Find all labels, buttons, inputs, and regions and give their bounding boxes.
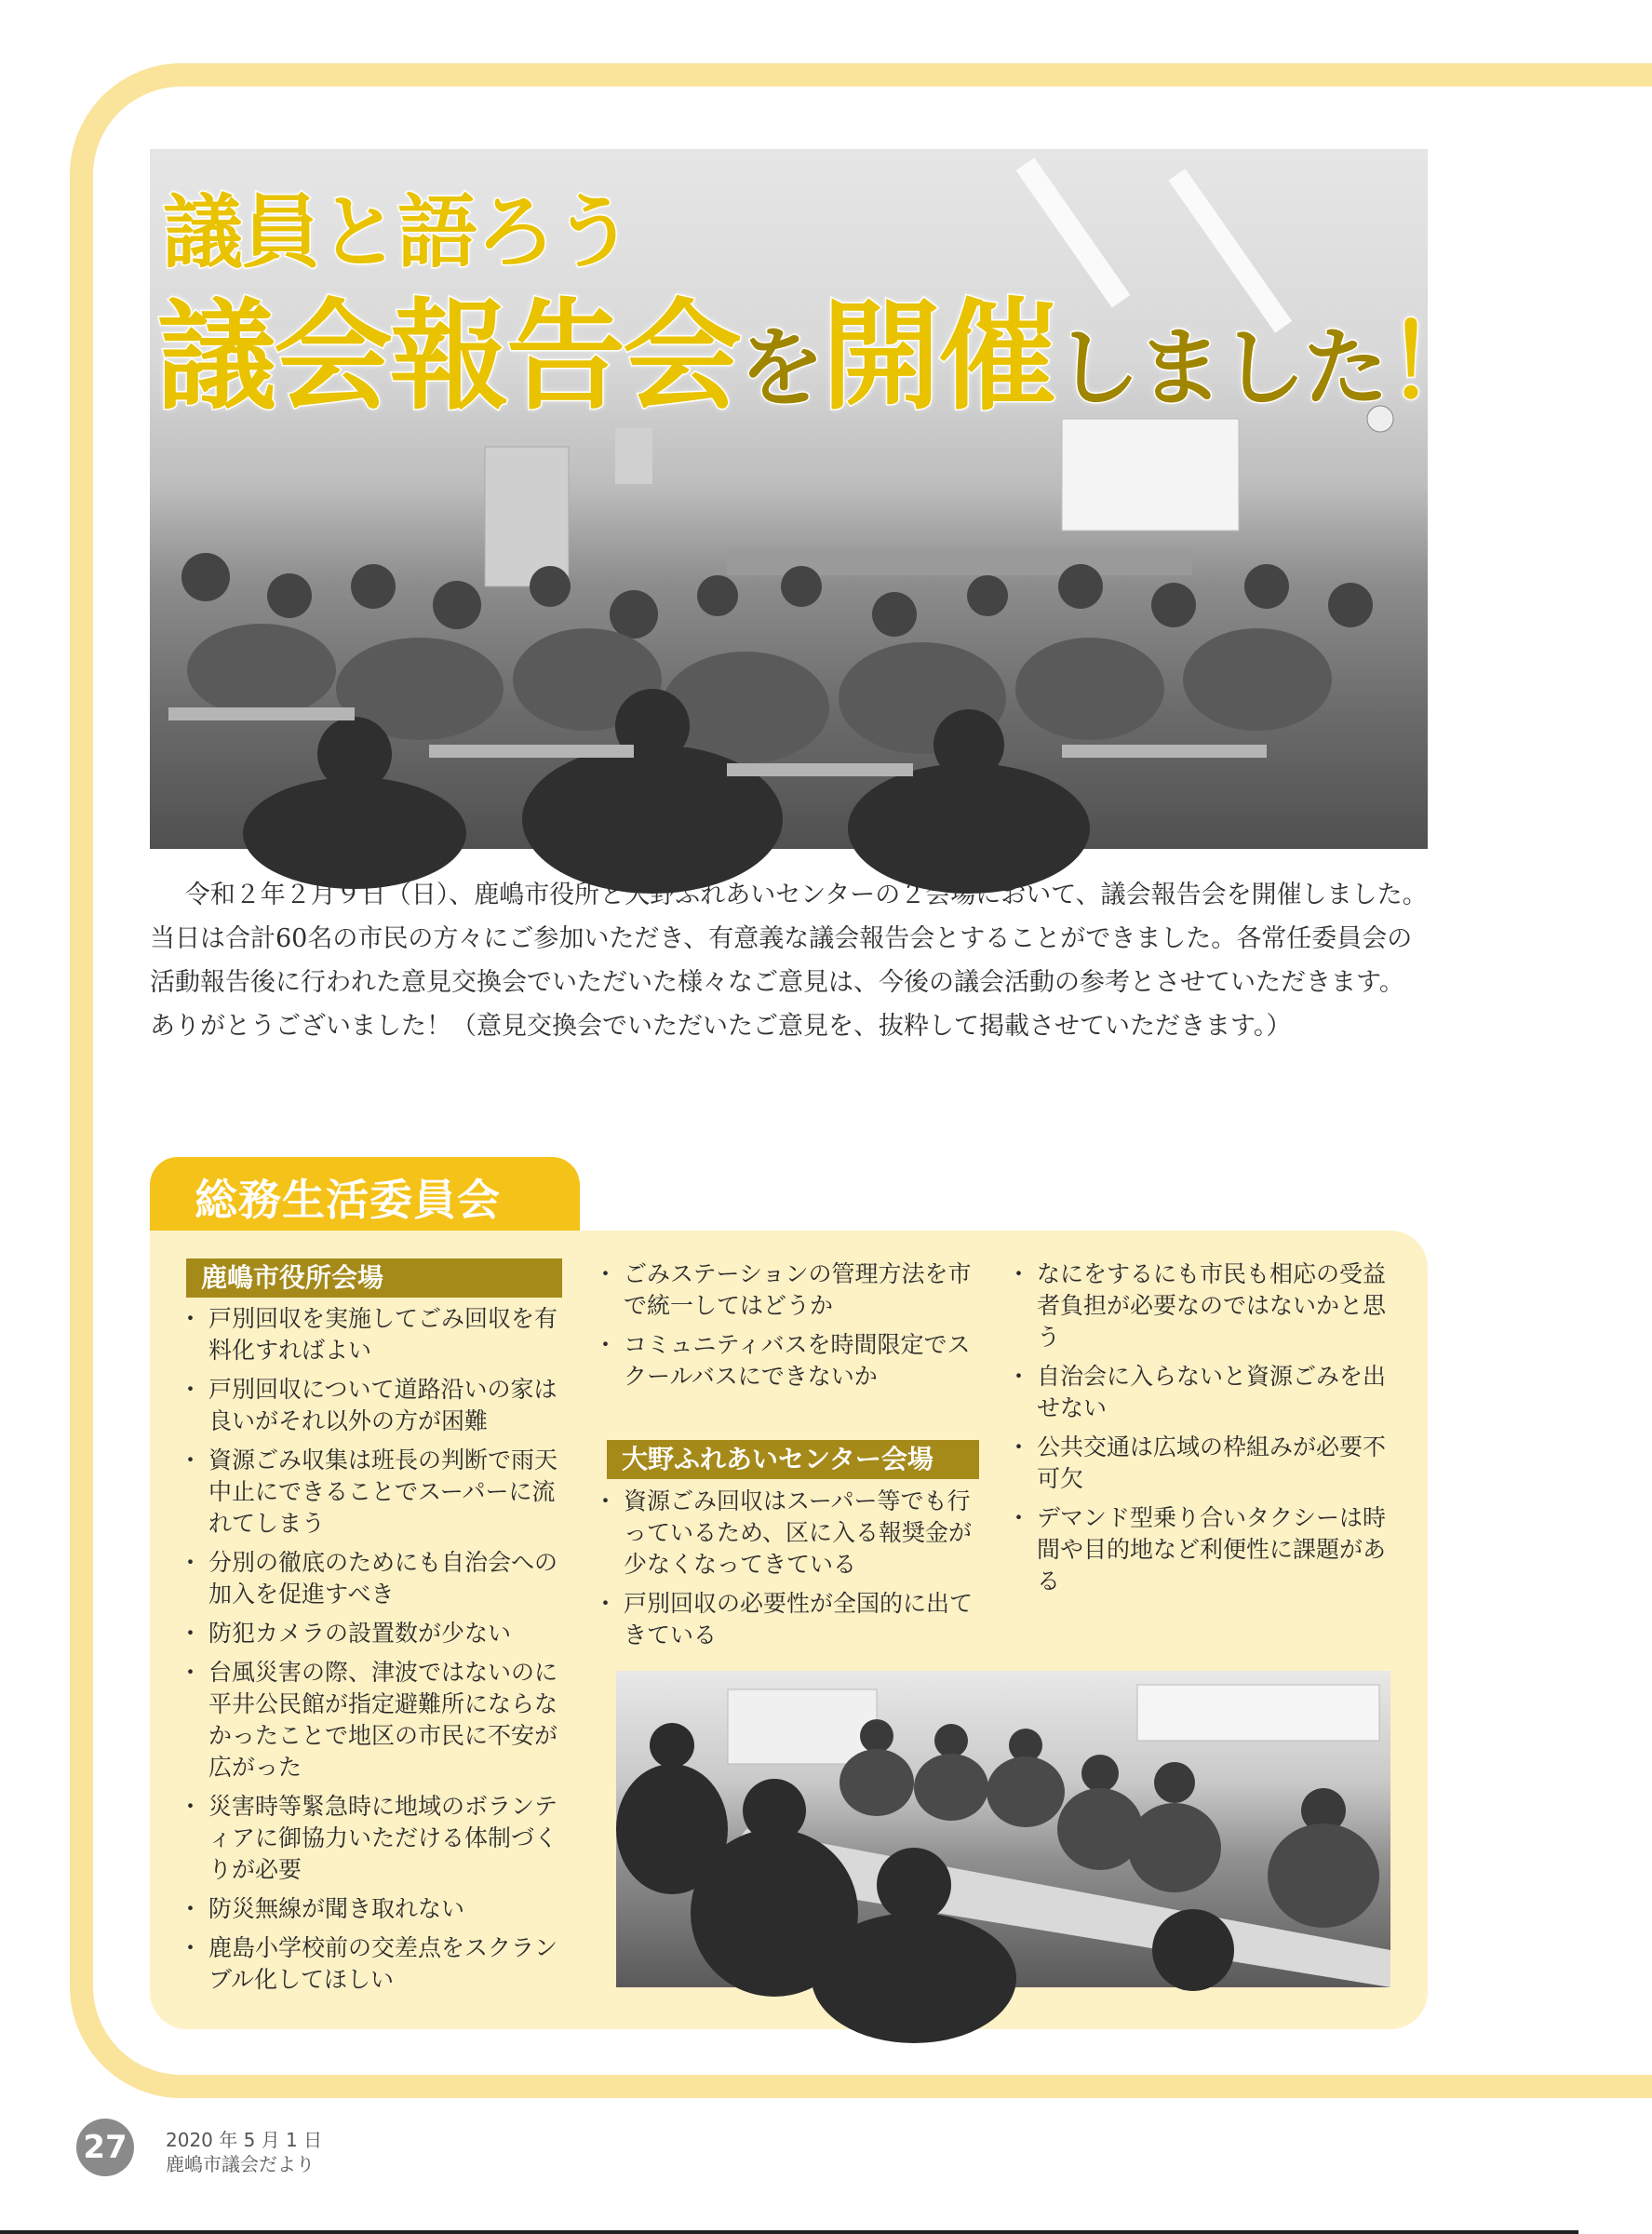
venue-label-ono: 大野ふれあいセンター会場: [607, 1440, 979, 1479]
hero-title-line1: 議員と語ろう: [163, 186, 632, 279]
hero-title-line2: [157, 261, 1484, 432]
opinion-item: ・ コミュニティバスを時間限定でスクールバスにできないか: [603, 1329, 985, 1393]
hero-photo: [150, 149, 1484, 849]
hero-title-part4: しました: [1054, 318, 1387, 418]
opinion-item: ・ デマンド型乗り合いタクシーは時間や目的地など利便性に課題がある: [1016, 1502, 1400, 1597]
bottom-rule: [0, 2230, 1578, 2234]
opinion-list-ono: [603, 1486, 985, 1659]
committee-tab: [150, 1157, 580, 1235]
opinion-list-ono-cont: [1016, 1258, 1400, 1605]
opinion-item: ・ 戸別回収を実施してごみ回収を有料化すればよい: [188, 1303, 570, 1366]
venue-label-city-hall: 鹿嶋市役所会場: [186, 1258, 562, 1298]
publication-name: 鹿嶋市議会だより: [166, 2153, 315, 2175]
opinion-item: ・ 災害時等緊急時に地域のボランティアに御協力いただける体制づくりが必要: [188, 1791, 570, 1886]
opinion-item: ・ 戸別回収について道路沿いの家は良いがそれ以外の方が困難: [188, 1374, 570, 1437]
hero-title-part2: を: [739, 318, 823, 418]
page-number: 27: [76, 2119, 134, 2176]
hero-title-part5: ！: [1386, 305, 1484, 422]
opinion-item: ・ 自治会に入らないと資源ごみを出せない: [1016, 1361, 1400, 1424]
opinion-list-city-hall: [188, 1303, 570, 2003]
opinion-item: ・ ごみステーションの管理方法を市で統一してはどうか: [603, 1258, 985, 1322]
exchange-meeting-photo: [616, 1671, 1390, 1987]
opinion-item: ・ なにをするにも市民も相応の受益者負担が必要なのではないかと思う: [1016, 1258, 1400, 1353]
opinion-item: ・ 資源ごみ回収はスーパー等でも行っているため、区に入る報奨金が少なくなってきている: [603, 1486, 985, 1581]
opinion-item: ・ 資源ごみ収集は班長の判断で雨天中止にできることでスーパーに流れてしまう: [188, 1445, 570, 1540]
opinion-item: ・ 鹿島小学校前の交差点をスクランブル化してほしい: [188, 1932, 570, 1996]
issue-date: 2020 年 5 月 1 日: [166, 2129, 323, 2151]
opinion-item: ・ 台風災害の際、津波ではないのに平井公民館が指定避難所にならなかったことで地区の市民に不安が広がった: [188, 1657, 570, 1783]
opinion-item: ・ 防災無線が聞き取れない: [188, 1893, 570, 1925]
intro-paragraph: 令和２年２月９日（日）、鹿嶋市役所と大野ふれあいセンターの２会場において、議会報告会を開催しました。当日は合計60名の市民の方々にご参加いただき、有意義な議会報告会とすることができました。各常任委員会の活動報告後に行われた意見交換会でいただいた様々なご意見は、今後の議会活動の参考とさせていただきます。ありがとうございました！（意見交換会でいただいたご意見を、抜粋して掲載させていただきます。）: [150, 881, 1428, 1041]
meeting-photo: [616, 1671, 1390, 1987]
hero-title-part3: 開催: [822, 288, 1055, 426]
opinion-item: ・ 公共交通は広域の枠組みが必要不可欠: [1016, 1432, 1400, 1495]
opinion-item: ・ 戸別回収の必要性が全国的に出てきている: [603, 1588, 985, 1651]
committee-title: 総務生活委員会: [195, 1175, 501, 1225]
opinion-list-city-hall-cont: [603, 1258, 985, 1400]
hero-title-part1: 議会報告会: [157, 288, 740, 426]
opinion-item: ・ 防犯カメラの設置数が少ない: [188, 1618, 570, 1649]
opinion-item: ・ 分別の徹底のためにも自治会への加入を促進すべき: [188, 1547, 570, 1610]
